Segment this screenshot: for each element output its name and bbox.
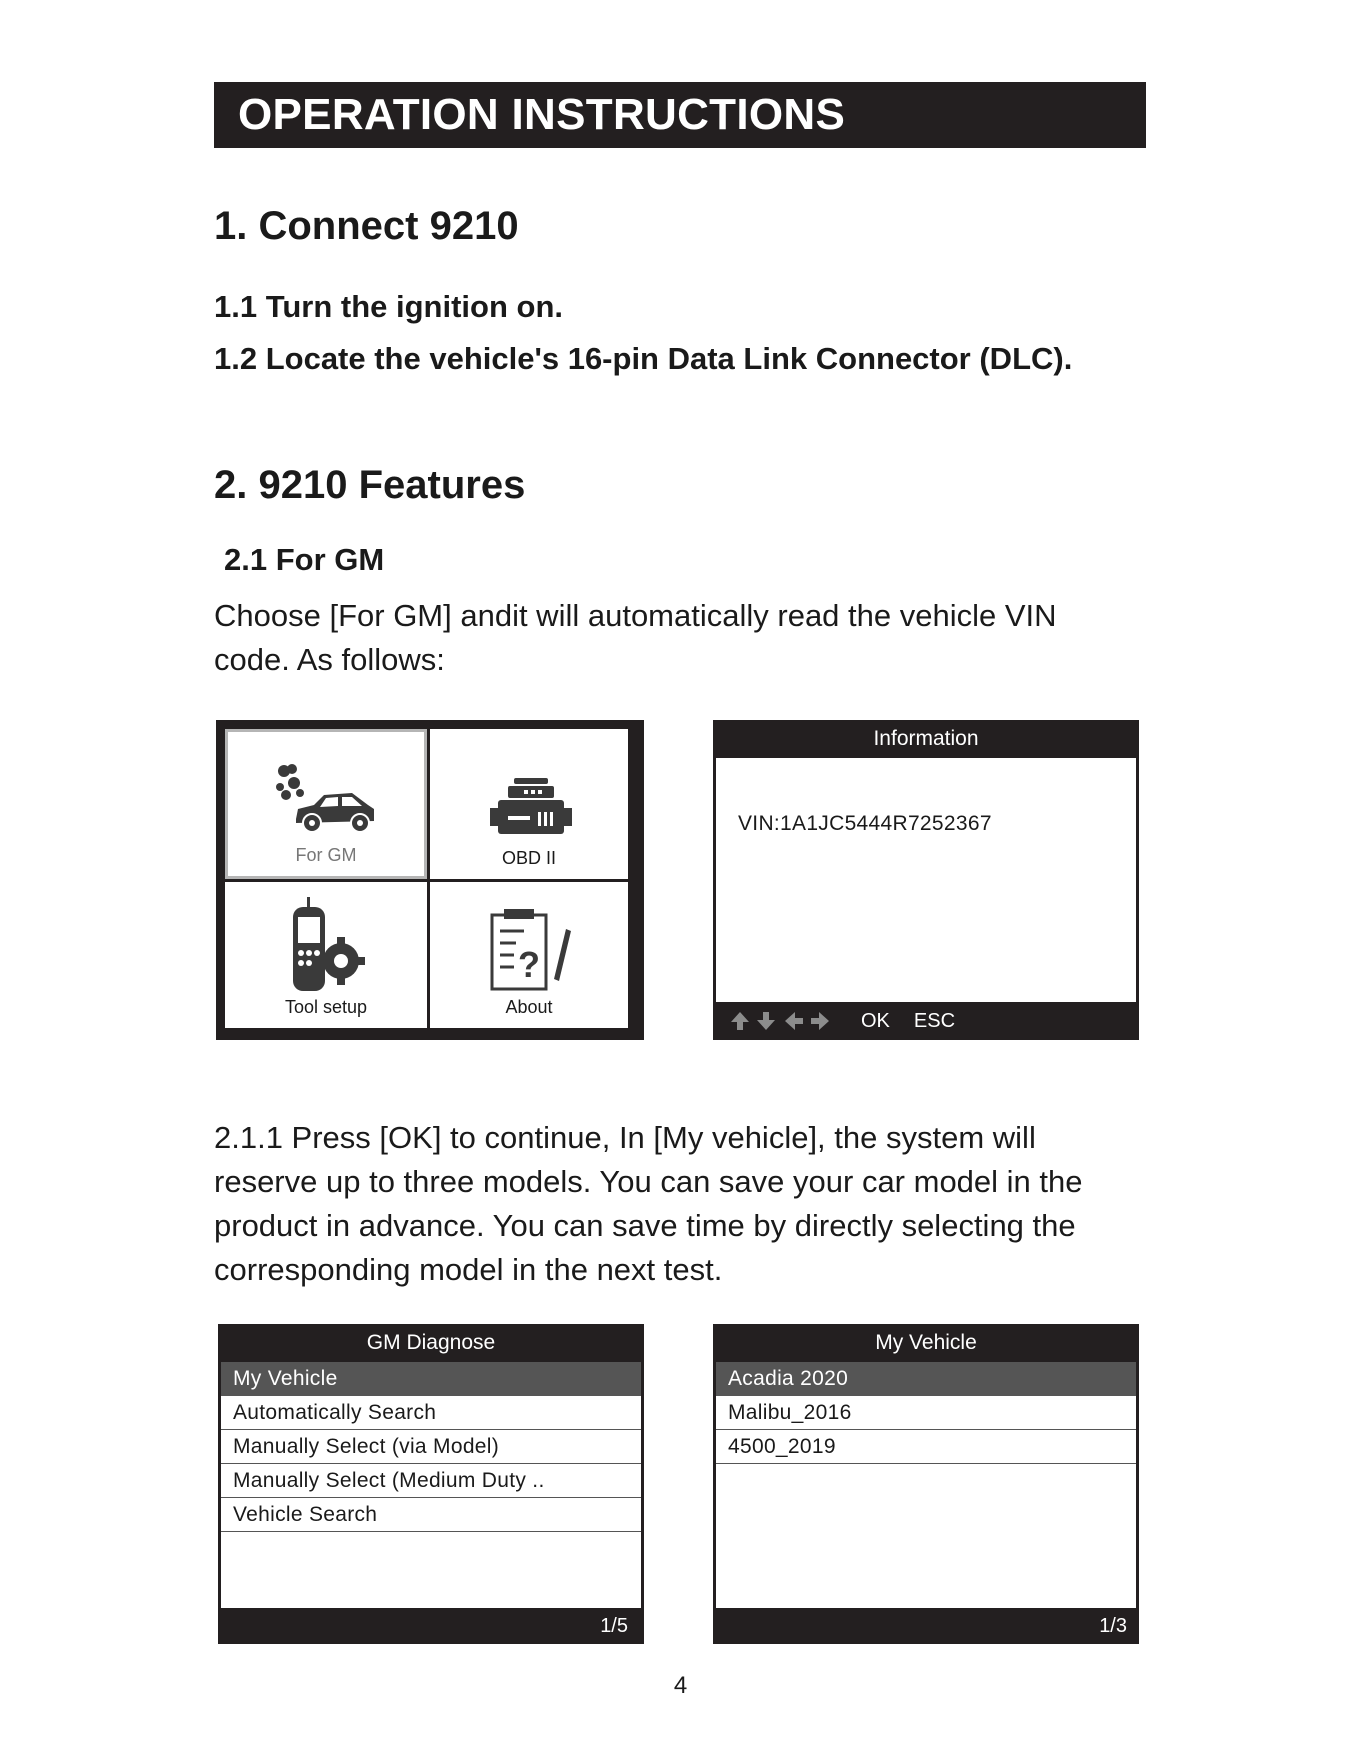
screen-title: Information bbox=[873, 727, 979, 750]
screen-title: My Vehicle bbox=[875, 1331, 977, 1354]
vin-readout: VIN:1A1JC5444R7252367 bbox=[738, 812, 992, 835]
menu-label-about: About bbox=[505, 997, 553, 1017]
menu-tile-obd2[interactable] bbox=[430, 729, 628, 879]
page-indicator: 1/5 bbox=[600, 1615, 628, 1637]
esc-button[interactable]: ESC bbox=[913, 1009, 956, 1032]
menu-tile-about[interactable] bbox=[430, 882, 628, 1028]
menu-label-obd2: OBD II bbox=[501, 848, 556, 868]
menu-list bbox=[221, 1362, 641, 1608]
vehicle-list bbox=[716, 1362, 1136, 1608]
my-vehicle-screen bbox=[713, 1324, 1139, 1644]
arrow-left-icon bbox=[783, 1010, 805, 1032]
section2-title: 2. 9210 Features bbox=[214, 463, 526, 507]
vehicle-item[interactable]: 4500_2019 bbox=[716, 1430, 1136, 1464]
gm-diagnose-screen bbox=[218, 1324, 644, 1644]
step-1-2: 1.2 Locate the vehicle's 16-pin Data Link Connector (DLC). bbox=[214, 341, 1073, 376]
arrow-right-icon bbox=[809, 1010, 831, 1032]
screen-footer bbox=[713, 1002, 1139, 1040]
para1-line2: code. As follows: bbox=[214, 642, 445, 677]
menu-item-my-vehicle[interactable]: My Vehicle bbox=[221, 1362, 641, 1396]
para2-line1: 2.1.1 Press [OK] to continue, In [My vehicle], the system will bbox=[214, 1120, 1036, 1155]
para2-line4: corresponding model in the next test. bbox=[214, 1252, 723, 1287]
menu-item-manual-model[interactable]: Manually Select (via Model) bbox=[221, 1430, 641, 1464]
menu-item-auto-search[interactable]: Automatically Search bbox=[221, 1396, 641, 1430]
menu-tile-for-gm[interactable] bbox=[225, 729, 427, 879]
menu-item-vehicle-search[interactable]: Vehicle Search bbox=[221, 1498, 641, 1532]
car-smoke-icon bbox=[266, 761, 386, 841]
vehicle-item[interactable]: Malibu_2016 bbox=[716, 1396, 1136, 1430]
screen-title: GM Diagnose bbox=[366, 1331, 496, 1354]
para2-line2: reserve up to three models. You can save your car model in the bbox=[214, 1164, 1083, 1199]
menu-tile-tool-setup[interactable] bbox=[225, 882, 427, 1028]
section-banner: OPERATION INSTRUCTIONS bbox=[214, 82, 1146, 148]
arrow-down-icon bbox=[755, 1010, 777, 1032]
step-1-1: 1.1 Turn the ignition on. bbox=[214, 289, 564, 324]
ok-button[interactable]: OK bbox=[861, 1009, 890, 1032]
para1-line1: Choose [For GM] andit will automatically read the vehicle VIN bbox=[214, 598, 1057, 633]
page-number: 4 bbox=[673, 1672, 688, 1699]
screen-body bbox=[716, 758, 1136, 1002]
main-menu-screen bbox=[216, 720, 644, 1040]
engine-icon bbox=[484, 774, 574, 844]
arrow-up-icon bbox=[729, 1010, 751, 1032]
scanner-gear-icon bbox=[281, 897, 371, 993]
page-indicator: 1/3 bbox=[1099, 1615, 1127, 1637]
menu-label-tool-setup: Tool setup bbox=[284, 997, 368, 1017]
information-screen bbox=[713, 720, 1139, 1040]
subsection-title: 2.1 For GM bbox=[224, 542, 385, 577]
clipboard-question-icon bbox=[484, 907, 574, 993]
para2-line3: product in advance. You can save time by directly selecting the bbox=[214, 1208, 1076, 1243]
svg-text:?: ? bbox=[518, 944, 540, 985]
section1-title: 1. Connect 9210 bbox=[214, 204, 519, 248]
vehicle-item[interactable]: Acadia 2020 bbox=[716, 1362, 1136, 1396]
menu-item-manual-medium-duty[interactable]: Manually Select (Medium Duty .. bbox=[221, 1464, 641, 1498]
menu-label-for-gm: For GM bbox=[295, 845, 357, 865]
